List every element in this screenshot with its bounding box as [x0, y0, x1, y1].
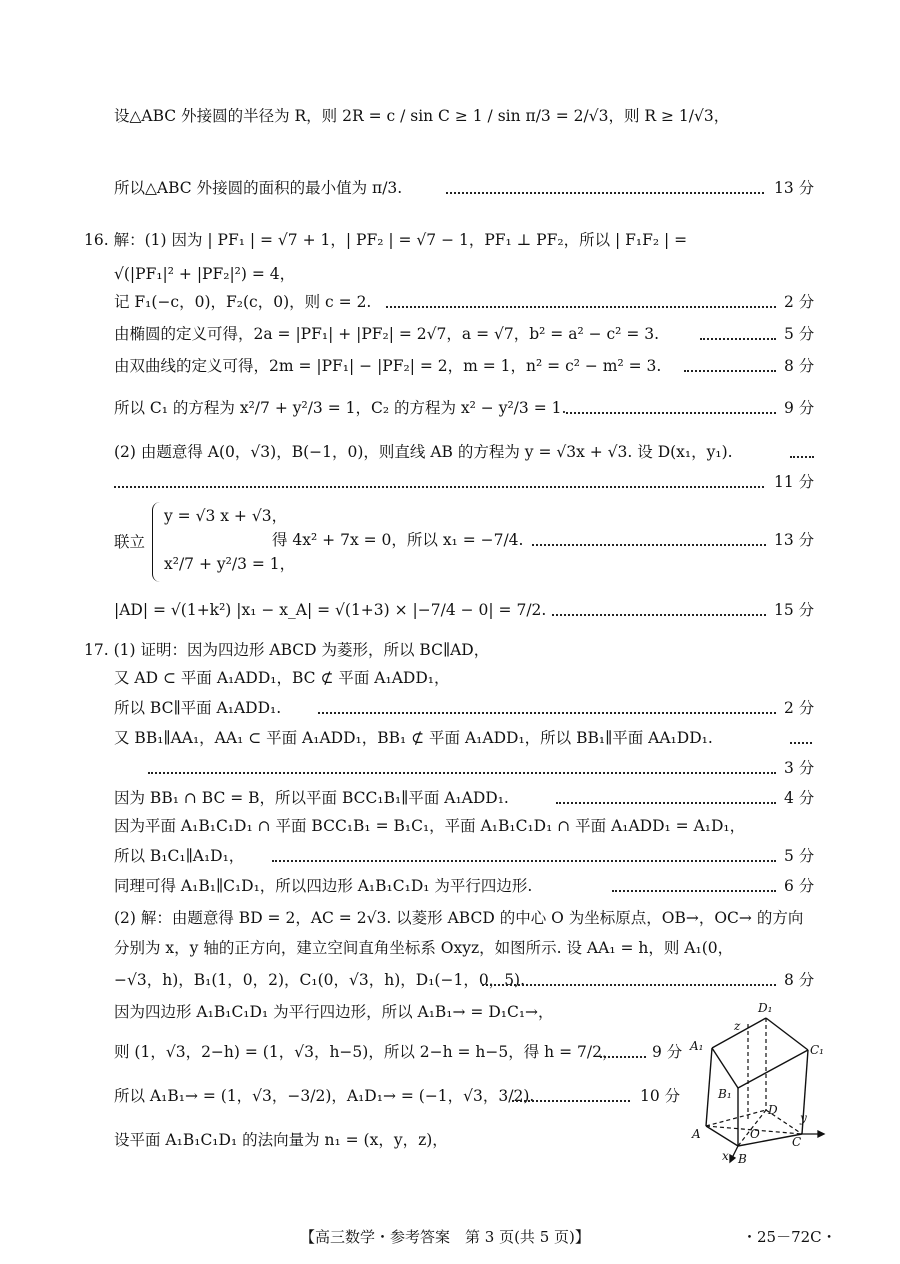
text-line: 设△ABC 外接圆的半径为 R，则 2R = c / sin C ≥ 1 / sin π/3 = 2/√3，则 R ≥ 1/√3，: [114, 107, 730, 125]
text-line: −√3，h)，B₁(1，0，2)，C₁(0，√3，h)，D₁(−1，0，5).: [114, 971, 526, 989]
text-line: 所以 B₁C₁∥A₁D₁，: [114, 847, 245, 865]
score: 4 分: [784, 789, 815, 807]
text-line: 又 AD ⊂ 平面 A₁ADD₁，BC ⊄ 平面 A₁ADD₁，: [114, 669, 450, 687]
leader-dots: [114, 486, 764, 488]
text-line: √(|PF₁|² + |PF₂|²) = 4，: [114, 265, 296, 283]
label-C: C: [792, 1135, 802, 1149]
score: 3 分: [784, 759, 815, 777]
prism-figure: [688, 998, 828, 1166]
score: 9 分: [784, 399, 815, 417]
score: 6 分: [784, 877, 815, 895]
label-C1: C₁: [810, 1043, 824, 1057]
question-16-heading: 16. 解：(1) 因为 | PF₁ | = √7 + 1，| PF₂ | = √7 − 1，PF₁ ⊥ PF₂，所以 | F₁F₂ | =: [84, 231, 688, 249]
score: 13 分: [774, 179, 815, 197]
score: 9 分: [652, 1043, 683, 1061]
text-line: 所以 C₁ 的方程为 x²/7 + y²/3 = 1，C₂ 的方程为 x² − y²/3 = 1.: [114, 399, 567, 417]
text-line: 分别为 x，y 轴的正方向，建立空间直角坐标系 Oxyz，如图所示. 设 AA₁ = h，则 A₁(0，: [114, 939, 734, 957]
text-line: 记 F₁(−c，0)，F₂(c，0)，则 c = 2.: [114, 293, 372, 311]
text-line: 同理可得 A₁B₁∥C₁D₁，所以四边形 A₁B₁C₁D₁ 为平行四边形.: [114, 877, 533, 895]
label-y: y: [800, 1111, 807, 1125]
text-line: 所以 BC∥平面 A₁ADD₁.: [114, 699, 282, 717]
label-B1: B₁: [718, 1087, 732, 1101]
leader-dots: [700, 338, 776, 340]
leader-dots: [566, 412, 776, 414]
label-A1: A₁: [690, 1039, 704, 1053]
label-x: x: [722, 1149, 729, 1163]
label-z: z: [734, 1019, 741, 1033]
score: 5 分: [784, 325, 815, 343]
text-line: 所以△ABC 外接圆的面积的最小值为 π/3.: [114, 179, 403, 197]
leader-dots: [556, 802, 776, 804]
leader-dots: [272, 860, 776, 862]
leader-dots: [600, 1056, 646, 1058]
leader-dots: [482, 984, 776, 986]
leader-dots: [148, 772, 776, 774]
score: 5 分: [784, 847, 815, 865]
label-B: B: [738, 1152, 747, 1166]
score: 2 分: [784, 293, 815, 311]
text-line: 由椭圆的定义可得，2a = |PF₁| + |PF₂| = 2√7，a = √7，b² = a² − c² = 3.: [114, 325, 660, 343]
text-line: |AD| = √(1+k²) |x₁ − x_A| = √(1+3) × |−7/4 − 0| = 7/2.: [114, 601, 547, 619]
text-line: 则 (1，√3，2−h) = (1，√3，h−5)，所以 2−h = h−5，得 h = 7/2，: [114, 1043, 618, 1061]
text-line: 又 BB₁∥AA₁，AA₁ ⊂ 平面 A₁ADD₁，BB₁ ⊄ 平面 A₁ADD₁，所以 BB₁∥平面 AA₁DD₁.: [114, 729, 713, 747]
footer-code: ・25－72C・: [742, 1228, 837, 1246]
text-line: 设平面 A₁B₁C₁D₁ 的法向量为 n₁ = (x，y，z)，: [114, 1131, 448, 1149]
system-label: 联立: [114, 533, 146, 551]
text-line: 因为平面 A₁B₁C₁D₁ ∩ 平面 BCC₁B₁ = B₁C₁，平面 A₁B₁C₁D₁ ∩ 平面 A₁ADD₁ = A₁D₁，: [114, 817, 746, 835]
leader-dots: [446, 192, 764, 194]
text-line: 得 4x² + 7x = 0，所以 x₁ = −7/4.: [272, 531, 524, 549]
text-line: 所以 A₁B₁→ = (1，√3，−3/2)，A₁D₁→ = (−1，√3，3/2).: [114, 1087, 535, 1105]
text-line: 因为 BB₁ ∩ BC = B，所以平面 BCC₁B₁∥平面 A₁ADD₁.: [114, 789, 509, 807]
leader-dots: [790, 742, 812, 744]
score: 8 分: [784, 357, 815, 375]
leader-dots: [532, 544, 766, 546]
score: 2 分: [784, 699, 815, 717]
label-A: A: [692, 1127, 701, 1141]
text-line: (2) 解：由题意得 BD = 2，AC = 2√3. 以菱形 ABCD 的中心 O 为坐标原点，OB→，OC→ 的方向: [114, 909, 804, 927]
system-equation-1: y = √3 x + √3，: [164, 507, 288, 525]
leader-dots: [612, 890, 776, 892]
text-line: 由双曲线的定义可得，2m = |PF₁| − |PF₂| = 2，m = 1，n² = c² − m² = 3.: [114, 357, 662, 375]
leader-dots: [684, 370, 776, 372]
footer-title: 【高三数学・参考答案 第 3 页(共 5 页)】: [300, 1228, 590, 1246]
text-line: 因为四边形 A₁B₁C₁D₁ 为平行四边形，所以 A₁B₁→ = D₁C₁→，: [114, 1003, 554, 1021]
leader-dots: [318, 712, 776, 714]
score: 10 分: [640, 1087, 681, 1105]
system-equation-2: x²/7 + y²/3 = 1，: [164, 555, 296, 573]
leader-dots: [552, 614, 766, 616]
system-brace: [152, 502, 161, 582]
score: 11 分: [774, 473, 815, 491]
score: 8 分: [784, 971, 815, 989]
leader-dots: [790, 456, 814, 458]
text-line: (2) 由题意得 A(0，√3)，B(−1，0)，则直线 AB 的方程为 y = √3x + √3. 设 D(x₁，y₁).: [114, 443, 733, 461]
score: 15 分: [774, 601, 815, 619]
question-17-heading: 17. (1) 证明：因为四边形 ABCD 为菱形，所以 BC∥AD，: [84, 641, 490, 659]
leader-dots: [512, 1100, 630, 1102]
label-D: D: [768, 1103, 778, 1117]
score: 13 分: [774, 531, 815, 549]
leader-dots: [386, 306, 776, 308]
label-O: O: [750, 1127, 760, 1141]
label-D1: D₁: [758, 1001, 773, 1015]
